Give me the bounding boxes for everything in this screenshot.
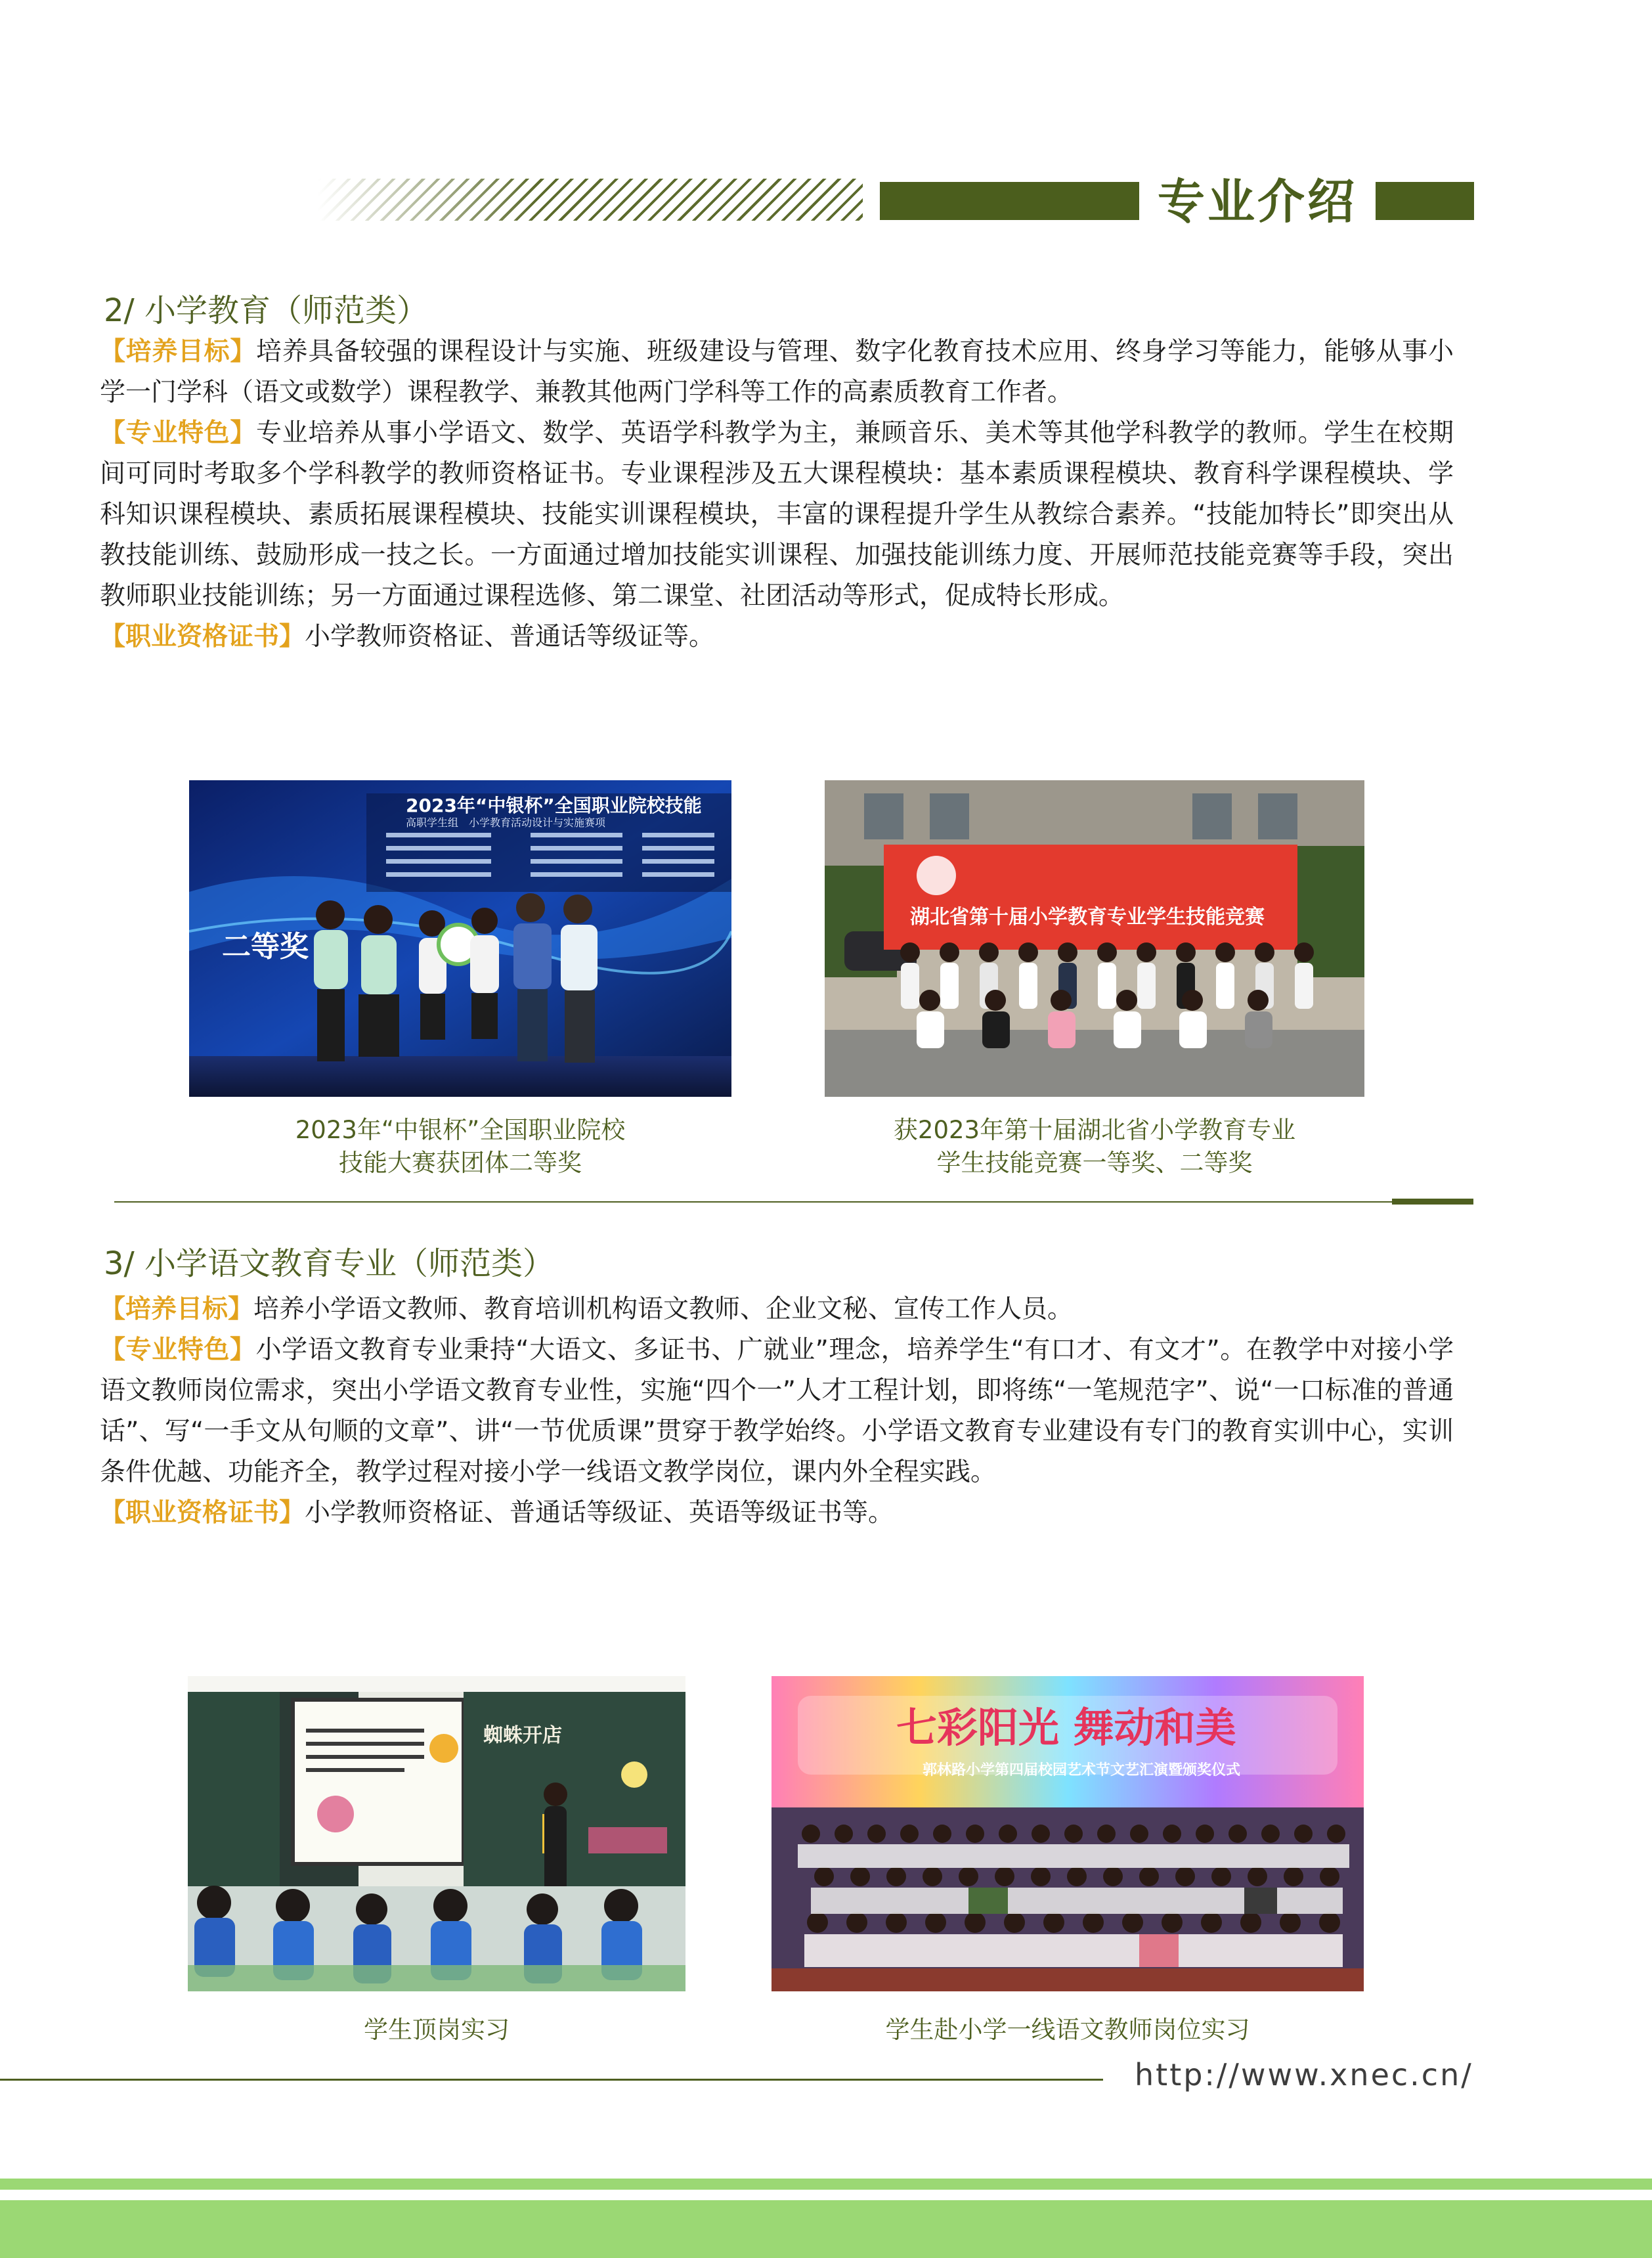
photo-2-banner: 湖北省第十届小学教育专业学生技能竞赛 [910,906,1265,929]
photo-provincial-competition [825,780,1364,1097]
board-sign: 蜘蛛开店 [483,1724,562,1747]
section-3-cert [100,1493,1454,1534]
photo-1-banner: 2023年“中银杯”全国职业院校技能 [406,795,702,816]
page-title: 专业介绍 [1157,174,1357,229]
footer-band [0,2200,1652,2258]
photo-award-ceremony [189,780,731,1097]
website-url[interactable]: http://www.xnec.cn/ [1135,2057,1473,2092]
festival-banner-sub: 郭林路小学第四届校园艺术节文艺汇演暨颁奖仪式 [923,1762,1241,1779]
photo-1-caption-line1: 2023年“中银杯”全国职业院校 [295,1116,626,1144]
goal-text: 培养小学语文教师、教育培训机构语文教师、企业文秘、宣传工作人员。 [253,1295,1074,1324]
photo-1-caption-line2: 技能大赛获团体二等奖 [339,1149,582,1177]
header-bar-left [880,182,1139,220]
cert-tag: 【职业资格证书】 [100,622,305,652]
section-3-feature [100,1330,1454,1493]
section-3-goal [100,1289,1454,1330]
feature-text: 专业培养从事小学语文、数学、英语学科教学为主，兼顾音乐、美术等其他学科教学的教师。学生在校期间可同时考取多个学科教学的教师资格证书。专业课程涉及五大课程模块：基本素质课程模块、教育科学课程模块、学科知识课程模块、素质拓展课程模块、技能实训课程模块，丰富的课程提升学生从教综合素养。“技能加特长”即突出从教技能训练、鼓励形成一技之长。一方面通过增加技能实训课程、加强技能训练力度、开展师范技能竞赛等手段，突出教师职业技能训练；另一方面通过课程选修、第二课堂、社团活动等形式，促成特长形成。 [100,418,1454,611]
footer-band-thin [0,2179,1652,2190]
header-hatch-decoration [318,179,863,221]
photo-2-caption-line2: 学生技能竞赛一等奖、二等奖 [936,1149,1253,1177]
goal-text: 培养具备较强的课程设计与实施、班级建设与管理、数字化教育技术应用、终身学习等能力，能够从事小学一门学科（语文或数学）课程教学、兼教其他两门学科等工作的高素质教育工作者。 [100,337,1454,407]
photo-1-banner-sub: 高职学生组 小学教育活动设计与实施赛项 [406,816,606,829]
header-bar-right [1376,182,1474,220]
section-3-title: 3/ 小学语文教育专业（师范类） [104,1245,554,1282]
award-label: 二等奖 [222,930,309,963]
section-divider-accent [1392,1199,1473,1205]
section-2-title: 2/ 小学教育（师范类） [104,292,428,329]
photo-provincial-competition-image [825,780,1364,1097]
section-2-feature [100,413,1454,617]
footer-rule [0,2079,1103,2081]
feature-tag: 【专业特色】 [100,418,256,448]
section-3-body [100,1289,1454,1534]
festival-banner: 七彩阳光 舞动和美 [896,1704,1236,1752]
photo-3-caption: 学生顶岗实习 [364,2016,510,2044]
photo-classroom-internship [188,1676,685,1991]
section-divider [114,1201,1472,1203]
feature-text: 小学语文教育专业秉持“大语文、多证书、广就业”理念，培养学生“有口才、有文才”。在教学中对接小学语文教师岗位需求，突出小学语文教育专业性，实施“四个一”人才工程计划，即将练“一笔规范字”、说“一口标准的普通话”、写“一手文从句顺的文章”、讲“一节优质课”贯穿于教学始终。小学语文教育专业建设有专门的教育实训中心，实训条件优越、功能齐全，教学过程对接小学一线语文教学岗位，课内外全程实践。 [100,1335,1454,1487]
cert-text: 小学教师资格证、普通话等级证、英语等级证书等。 [305,1498,894,1528]
cert-text: 小学教师资格证、普通话等级证等。 [305,622,715,652]
photo-2-caption [825,1114,1364,1180]
photo-4-caption: 学生赴小学一线语文教师岗位实习 [885,2016,1250,2044]
goal-tag: 【培养目标】 [100,1295,254,1324]
photo-award-ceremony-image [189,780,731,1097]
feature-tag: 【专业特色】 [100,1335,256,1365]
section-2-cert [100,617,1454,657]
section-2-body [100,332,1454,657]
photo-arts-festival-image [772,1676,1364,1991]
photo-1-caption [189,1114,731,1180]
cert-tag: 【职业资格证书】 [100,1498,305,1528]
section-2-goal [100,332,1454,413]
goal-tag: 【培养目标】 [100,337,256,366]
photo-classroom-internship-image [188,1676,685,1991]
photo-2-caption-line1: 获2023年第十届湖北省小学教育专业 [893,1116,1296,1144]
photo-arts-festival [772,1676,1364,1991]
